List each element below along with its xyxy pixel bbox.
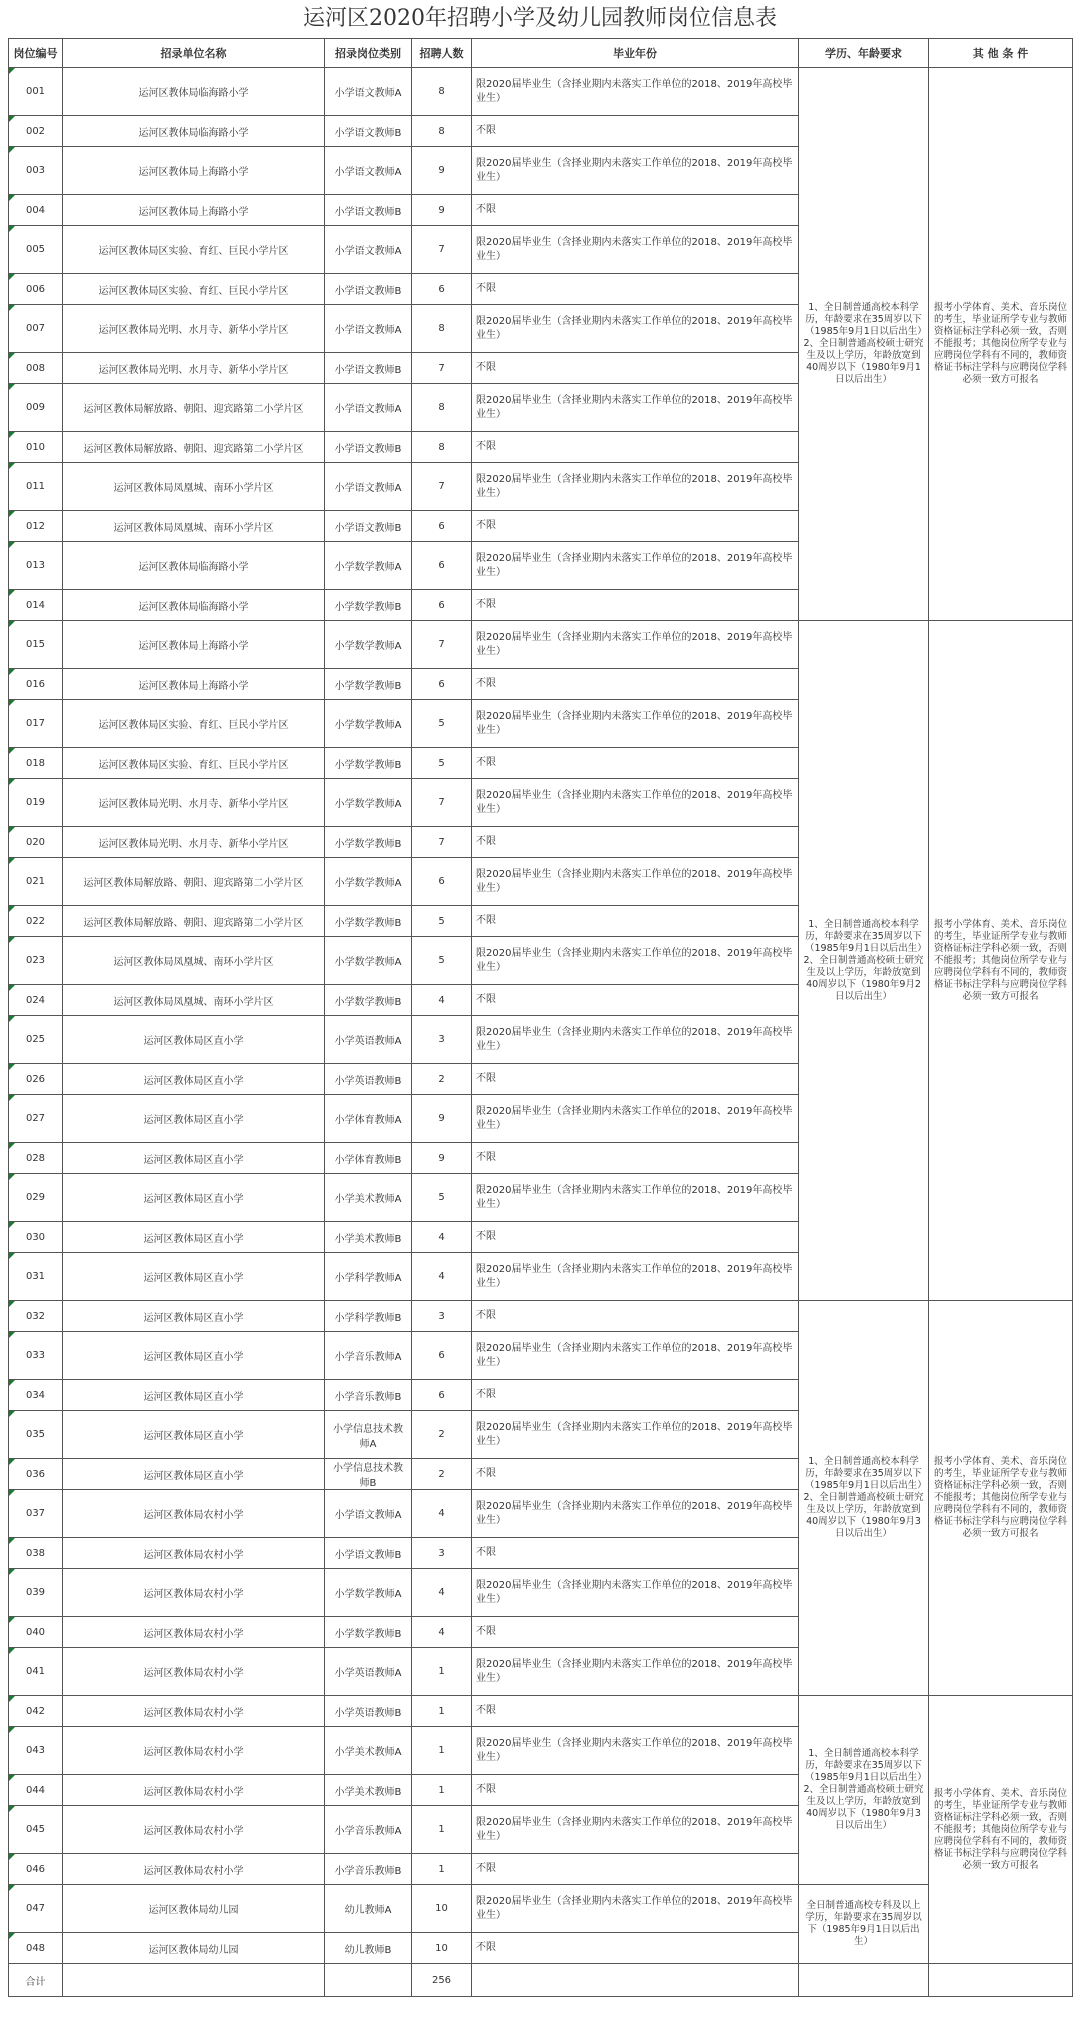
row-category: 小学数学教师B: [325, 669, 412, 700]
row-count: 8: [412, 116, 472, 147]
row-category: 小学数学教师A: [325, 779, 412, 827]
header-count: 招聘人数: [412, 39, 472, 68]
row-category: 小学语文教师B: [325, 1538, 412, 1569]
row-grad-year: 限2020届毕业生（含择业期内未落实工作单位的2018、2019年高校毕业生）: [472, 147, 799, 195]
row-id: 028: [9, 1143, 63, 1174]
row-category: 小学音乐教师B: [325, 1380, 412, 1411]
row-unit: 运河区教体局临海路小学: [63, 116, 325, 147]
row-unit: 运河区教体局光明、水月寺、新华小学片区: [63, 827, 325, 858]
row-id: 024: [9, 985, 63, 1016]
row-grad-year: 不限: [472, 1459, 799, 1490]
row-count: 1: [412, 1727, 472, 1775]
header-category: 招录岗位类别: [325, 39, 412, 68]
row-grad-year: 限2020届毕业生（含择业期内未落实工作单位的2018、2019年高校毕业生）: [472, 384, 799, 432]
row-count: 3: [412, 1538, 472, 1569]
row-count: 7: [412, 226, 472, 274]
row-grad-year: 不限: [472, 1617, 799, 1648]
edu-age-requirement: 1、全日制普通高校本科学历，年龄要求在35周岁以下（1985年9月1日以后出生）2、全日制普通高校硕士研究生及以上学历，年龄放宽到40周岁以下（1980年9月2日以后出生）: [799, 621, 929, 1301]
row-grad-year: 限2020届毕业生（含择业期内未落实工作单位的2018、2019年高校毕业生）: [472, 1569, 799, 1617]
row-category: 小学语文教师B: [325, 195, 412, 226]
row-count: 3: [412, 1016, 472, 1064]
row-grad-year: 不限: [472, 1854, 799, 1885]
row-id: 012: [9, 511, 63, 542]
row-unit: 运河区教体局区实验、育红、巨民小学片区: [63, 700, 325, 748]
header-other: 其 他 条 件: [929, 39, 1073, 68]
total-row: [9, 1964, 1073, 1997]
row-unit: 运河区教体局区直小学: [63, 1174, 325, 1222]
row-unit: 运河区教体局农村小学: [63, 1727, 325, 1775]
row-category: 小学科学教师B: [325, 1301, 412, 1332]
row-category: 小学语文教师B: [325, 432, 412, 463]
row-id: 023: [9, 937, 63, 985]
row-grad-year: 不限: [472, 1143, 799, 1174]
row-unit: 运河区教体局光明、水月寺、新华小学片区: [63, 779, 325, 827]
row-unit: 运河区教体局区实验、育红、巨民小学片区: [63, 748, 325, 779]
row-category: 小学语文教师A: [325, 226, 412, 274]
row-count: 8: [412, 384, 472, 432]
row-count: 7: [412, 779, 472, 827]
row-unit: 运河区教体局幼儿园: [63, 1933, 325, 1964]
row-id: 044: [9, 1775, 63, 1806]
row-count: 5: [412, 1174, 472, 1222]
table-row: [9, 1885, 1073, 1933]
row-count: 1: [412, 1648, 472, 1696]
row-id: 008: [9, 353, 63, 384]
row-count: 6: [412, 1332, 472, 1380]
row-category: 小学音乐教师B: [325, 1854, 412, 1885]
row-id: 011: [9, 463, 63, 511]
row-category: 小学英语教师B: [325, 1696, 412, 1727]
row-unit: 运河区教体局区直小学: [63, 1459, 325, 1490]
row-grad-year: 不限: [472, 1301, 799, 1332]
row-count: 7: [412, 621, 472, 669]
total-label: 合计: [9, 1964, 63, 1997]
row-id: 040: [9, 1617, 63, 1648]
total-empty: [325, 1964, 412, 1997]
row-grad-year: 不限: [472, 353, 799, 384]
total-empty: [799, 1964, 929, 1997]
row-category: 小学音乐教师A: [325, 1806, 412, 1854]
row-id: 026: [9, 1064, 63, 1095]
row-count: 9: [412, 195, 472, 226]
row-count: 1: [412, 1775, 472, 1806]
row-count: 4: [412, 1253, 472, 1301]
row-id: 041: [9, 1648, 63, 1696]
row-unit: 运河区教体局农村小学: [63, 1854, 325, 1885]
row-unit: 运河区教体局解放路、朝阳、迎宾路第二小学片区: [63, 384, 325, 432]
row-category: 小学数学教师B: [325, 985, 412, 1016]
row-id: 021: [9, 858, 63, 906]
row-unit: 运河区教体局临海路小学: [63, 590, 325, 621]
row-grad-year: 不限: [472, 1064, 799, 1095]
row-count: 4: [412, 985, 472, 1016]
row-id: 022: [9, 906, 63, 937]
row-id: 020: [9, 827, 63, 858]
row-category: 小学数学教师A: [325, 1569, 412, 1617]
row-id: 001: [9, 68, 63, 116]
row-grad-year: 不限: [472, 432, 799, 463]
row-id: 006: [9, 274, 63, 305]
row-category: 小学美术教师A: [325, 1174, 412, 1222]
row-category: 小学美术教师B: [325, 1222, 412, 1253]
row-unit: 运河区教体局凤凰城、南环小学片区: [63, 937, 325, 985]
row-unit: 运河区教体局上海路小学: [63, 669, 325, 700]
row-category: 小学体育教师B: [325, 1143, 412, 1174]
row-unit: 运河区教体局农村小学: [63, 1648, 325, 1696]
row-grad-year: 不限: [472, 748, 799, 779]
row-unit: 运河区教体局区直小学: [63, 1332, 325, 1380]
row-count: 5: [412, 700, 472, 748]
row-count: 6: [412, 1380, 472, 1411]
header-row: [9, 39, 1073, 68]
row-grad-year: 限2020届毕业生（含择业期内未落实工作单位的2018、2019年高校毕业生）: [472, 858, 799, 906]
page-title: 运河区2020年招聘小学及幼儿园教师岗位信息表: [303, 6, 777, 31]
row-category: 小学体育教师A: [325, 1095, 412, 1143]
row-category: 小学数学教师B: [325, 590, 412, 621]
row-count: 5: [412, 748, 472, 779]
row-count: 7: [412, 827, 472, 858]
row-unit: 运河区教体局上海路小学: [63, 621, 325, 669]
row-unit: 运河区教体局农村小学: [63, 1806, 325, 1854]
edu-age-requirement: 1、全日制普通高校本科学历，年龄要求在35周岁以下（1985年9月1日以后出生）2、全日制普通高校硕士研究生及以上学历，年龄放宽到40周岁以下（1980年9月3日以后出生）: [799, 1301, 929, 1696]
header-grad-year: 毕业年份: [472, 39, 799, 68]
row-grad-year: 限2020届毕业生（含择业期内未落实工作单位的2018、2019年高校毕业生）: [472, 463, 799, 511]
row-count: 8: [412, 305, 472, 353]
row-category: 小学数学教师A: [325, 542, 412, 590]
row-category: 小学语文教师A: [325, 1490, 412, 1538]
row-id: 032: [9, 1301, 63, 1332]
row-id: 013: [9, 542, 63, 590]
row-id: 033: [9, 1332, 63, 1380]
row-unit: 运河区教体局农村小学: [63, 1490, 325, 1538]
row-category: 小学数学教师A: [325, 937, 412, 985]
row-category: 小学数学教师B: [325, 827, 412, 858]
row-id: 027: [9, 1095, 63, 1143]
row-id: 014: [9, 590, 63, 621]
row-count: 8: [412, 432, 472, 463]
row-id: 039: [9, 1569, 63, 1617]
row-unit: 运河区教体局农村小学: [63, 1696, 325, 1727]
row-count: 6: [412, 542, 472, 590]
row-category: 小学语文教师B: [325, 353, 412, 384]
row-count: 2: [412, 1411, 472, 1459]
row-category: 小学美术教师A: [325, 1727, 412, 1775]
row-grad-year: 限2020届毕业生（含择业期内未落实工作单位的2018、2019年高校毕业生）: [472, 779, 799, 827]
total-count: 256: [412, 1964, 472, 1997]
total-empty: [63, 1964, 325, 1997]
row-unit: 运河区教体局农村小学: [63, 1775, 325, 1806]
other-conditions: 报考小学体育、美术、音乐岗位的考生，毕业证所学专业与教师资格证标注学科必须一致，否则不能报考；其他岗位所学专业与应聘岗位学科有不同的，教师资格证书标注学科与应聘岗位学科必须一致方可报名: [929, 68, 1073, 621]
row-unit: 运河区教体局区直小学: [63, 1095, 325, 1143]
row-unit: 运河区教体局凤凰城、南环小学片区: [63, 511, 325, 542]
row-category: 小学数学教师B: [325, 906, 412, 937]
row-count: 6: [412, 274, 472, 305]
row-count: 4: [412, 1222, 472, 1253]
row-grad-year: 不限: [472, 669, 799, 700]
header-unit: 招录单位名称: [63, 39, 325, 68]
row-count: 9: [412, 147, 472, 195]
row-count: 10: [412, 1885, 472, 1933]
row-category: 小学数学教师B: [325, 748, 412, 779]
row-count: 9: [412, 1095, 472, 1143]
row-grad-year: 不限: [472, 827, 799, 858]
row-grad-year: 不限: [472, 1696, 799, 1727]
other-conditions: 报考小学体育、美术、音乐岗位的考生，毕业证所学专业与教师资格证标注学科必须一致，否则不能报考；其他岗位所学专业与应聘岗位学科有不同的，教师资格证书标注学科与应聘岗位学科必须一致方可报名: [929, 621, 1073, 1301]
total-empty: [929, 1964, 1073, 1997]
row-id: 005: [9, 226, 63, 274]
total-empty: [472, 1964, 799, 1997]
row-grad-year: 限2020届毕业生（含择业期内未落实工作单位的2018、2019年高校毕业生）: [472, 68, 799, 116]
row-category: 小学数学教师A: [325, 858, 412, 906]
row-category: 小学语文教师A: [325, 463, 412, 511]
row-count: 3: [412, 1301, 472, 1332]
row-grad-year: 限2020届毕业生（含择业期内未落实工作单位的2018、2019年高校毕业生）: [472, 1648, 799, 1696]
row-category: 小学语文教师A: [325, 147, 412, 195]
row-id: 017: [9, 700, 63, 748]
row-category: 小学科学教师A: [325, 1253, 412, 1301]
row-unit: 运河区教体局光明、水月寺、新华小学片区: [63, 353, 325, 384]
row-category: 小学英语教师B: [325, 1064, 412, 1095]
row-count: 4: [412, 1617, 472, 1648]
row-id: 015: [9, 621, 63, 669]
row-id: 045: [9, 1806, 63, 1854]
row-category: 小学英语教师A: [325, 1016, 412, 1064]
row-grad-year: 限2020届毕业生（含择业期内未落实工作单位的2018、2019年高校毕业生）: [472, 305, 799, 353]
row-id: 038: [9, 1538, 63, 1569]
positions-table: [8, 38, 1073, 1997]
row-grad-year: 限2020届毕业生（含择业期内未落实工作单位的2018、2019年高校毕业生）: [472, 1727, 799, 1775]
row-grad-year: 不限: [472, 906, 799, 937]
row-unit: 运河区教体局解放路、朝阳、迎宾路第二小学片区: [63, 858, 325, 906]
row-unit: 运河区教体局区直小学: [63, 1064, 325, 1095]
row-count: 10: [412, 1933, 472, 1964]
row-count: 8: [412, 68, 472, 116]
header-edu-age: 学历、年龄要求: [799, 39, 929, 68]
row-grad-year: 不限: [472, 590, 799, 621]
row-id: 034: [9, 1380, 63, 1411]
row-count: 5: [412, 937, 472, 985]
row-category: 幼儿教师B: [325, 1933, 412, 1964]
header-id: 岗位编号: [9, 39, 63, 68]
row-grad-year: 限2020届毕业生（含择业期内未落实工作单位的2018、2019年高校毕业生）: [472, 621, 799, 669]
row-grad-year: 限2020届毕业生（含择业期内未落实工作单位的2018、2019年高校毕业生）: [472, 700, 799, 748]
row-count: 6: [412, 858, 472, 906]
row-category: 小学信息技术教师B: [325, 1459, 412, 1490]
row-grad-year: 不限: [472, 1538, 799, 1569]
row-category: 小学美术教师B: [325, 1775, 412, 1806]
row-id: 031: [9, 1253, 63, 1301]
row-unit: 运河区教体局凤凰城、南环小学片区: [63, 985, 325, 1016]
row-id: 029: [9, 1174, 63, 1222]
row-grad-year: 不限: [472, 1933, 799, 1964]
row-category: 小学语文教师B: [325, 116, 412, 147]
row-id: 025: [9, 1016, 63, 1064]
row-unit: 运河区教体局农村小学: [63, 1617, 325, 1648]
row-unit: 运河区教体局区直小学: [63, 1222, 325, 1253]
row-grad-year: 限2020届毕业生（含择业期内未落实工作单位的2018、2019年高校毕业生）: [472, 1885, 799, 1933]
row-grad-year: 不限: [472, 116, 799, 147]
row-count: 9: [412, 1143, 472, 1174]
row-id: 018: [9, 748, 63, 779]
row-grad-year: 不限: [472, 985, 799, 1016]
row-count: 7: [412, 463, 472, 511]
row-category: 小学语文教师A: [325, 68, 412, 116]
row-id: 010: [9, 432, 63, 463]
row-count: 1: [412, 1806, 472, 1854]
row-id: 043: [9, 1727, 63, 1775]
table-row: [9, 1696, 1073, 1727]
edu-age-requirement: 全日制普通高校专科及以上学历，年龄要求在35周岁以下（1985年9月1日以后出生）: [799, 1885, 929, 1964]
row-id: 016: [9, 669, 63, 700]
row-grad-year: 不限: [472, 274, 799, 305]
row-grad-year: 限2020届毕业生（含择业期内未落实工作单位的2018、2019年高校毕业生）: [472, 226, 799, 274]
row-unit: 运河区教体局区直小学: [63, 1143, 325, 1174]
row-category: 小学信息技术教师A: [325, 1411, 412, 1459]
row-count: 4: [412, 1490, 472, 1538]
row-id: 003: [9, 147, 63, 195]
row-unit: 运河区教体局临海路小学: [63, 68, 325, 116]
table-row: [9, 1301, 1073, 1332]
row-unit: 运河区教体局幼儿园: [63, 1885, 325, 1933]
row-grad-year: 限2020届毕业生（含择业期内未落实工作单位的2018、2019年高校毕业生）: [472, 937, 799, 985]
row-grad-year: 不限: [472, 1775, 799, 1806]
row-unit: 运河区教体局农村小学: [63, 1569, 325, 1617]
row-grad-year: 限2020届毕业生（含择业期内未落实工作单位的2018、2019年高校毕业生）: [472, 1016, 799, 1064]
row-count: 5: [412, 906, 472, 937]
row-count: 6: [412, 669, 472, 700]
edu-age-requirement: 1、全日制普通高校本科学历，年龄要求在35周岁以下（1985年9月1日以后出生）2、全日制普通高校硕士研究生及以上学历，年龄放宽到40周岁以下（1980年9月3日以后出生）: [799, 1696, 929, 1885]
row-grad-year: 限2020届毕业生（含择业期内未落实工作单位的2018、2019年高校毕业生）: [472, 1095, 799, 1143]
row-count: 2: [412, 1064, 472, 1095]
row-grad-year: 不限: [472, 195, 799, 226]
row-id: 019: [9, 779, 63, 827]
other-conditions: 报考小学体育、美术、音乐岗位的考生，毕业证所学专业与教师资格证标注学科必须一致，否则不能报考；其他岗位所学专业与应聘岗位学科有不同的，教师资格证书标注学科与应聘岗位学科必须一致方可报名: [929, 1696, 1073, 1964]
other-conditions: 报考小学体育、美术、音乐岗位的考生，毕业证所学专业与教师资格证标注学科必须一致，否则不能报考；其他岗位所学专业与应聘岗位学科有不同的，教师资格证书标注学科与应聘岗位学科必须一致方可报名: [929, 1301, 1073, 1696]
row-category: 小学语文教师B: [325, 274, 412, 305]
row-category: 小学语文教师A: [325, 384, 412, 432]
table-row: [9, 621, 1073, 669]
row-count: 2: [412, 1459, 472, 1490]
row-grad-year: 限2020届毕业生（含择业期内未落实工作单位的2018、2019年高校毕业生）: [472, 542, 799, 590]
row-count: 1: [412, 1696, 472, 1727]
row-unit: 运河区教体局区直小学: [63, 1016, 325, 1064]
row-id: 048: [9, 1933, 63, 1964]
row-unit: 运河区教体局区实验、育红、巨民小学片区: [63, 226, 325, 274]
row-grad-year: 不限: [472, 1222, 799, 1253]
row-id: 037: [9, 1490, 63, 1538]
row-category: 幼儿教师A: [325, 1885, 412, 1933]
row-grad-year: 限2020届毕业生（含择业期内未落实工作单位的2018、2019年高校毕业生）: [472, 1806, 799, 1854]
row-count: 6: [412, 590, 472, 621]
row-id: 035: [9, 1411, 63, 1459]
edu-age-requirement: 1、全日制普通高校本科学历，年龄要求在35周岁以下（1985年9月1日以后出生）2、全日制普通高校硕士研究生及以上学历，年龄放宽到40周岁以下（1980年9月1日以后出生）: [799, 68, 929, 621]
table-row: [9, 68, 1073, 116]
row-id: 009: [9, 384, 63, 432]
row-unit: 运河区教体局区直小学: [63, 1411, 325, 1459]
row-unit: 运河区教体局区实验、育红、巨民小学片区: [63, 274, 325, 305]
row-grad-year: 限2020届毕业生（含择业期内未落实工作单位的2018、2019年高校毕业生）: [472, 1332, 799, 1380]
row-unit: 运河区教体局区直小学: [63, 1380, 325, 1411]
row-unit: 运河区教体局解放路、朝阳、迎宾路第二小学片区: [63, 432, 325, 463]
row-category: 小学英语教师A: [325, 1648, 412, 1696]
row-id: 007: [9, 305, 63, 353]
row-unit: 运河区教体局上海路小学: [63, 195, 325, 226]
row-count: 6: [412, 511, 472, 542]
row-unit: 运河区教体局解放路、朝阳、迎宾路第二小学片区: [63, 906, 325, 937]
row-id: 047: [9, 1885, 63, 1933]
row-id: 042: [9, 1696, 63, 1727]
row-count: 4: [412, 1569, 472, 1617]
row-unit: 运河区教体局农村小学: [63, 1538, 325, 1569]
row-category: 小学数学教师A: [325, 700, 412, 748]
row-category: 小学语文教师A: [325, 305, 412, 353]
row-id: 030: [9, 1222, 63, 1253]
row-grad-year: 限2020届毕业生（含择业期内未落实工作单位的2018、2019年高校毕业生）: [472, 1253, 799, 1301]
row-unit: 运河区教体局上海路小学: [63, 147, 325, 195]
row-unit: 运河区教体局区直小学: [63, 1253, 325, 1301]
row-id: 002: [9, 116, 63, 147]
row-count: 7: [412, 353, 472, 384]
row-unit: 运河区教体局区直小学: [63, 1301, 325, 1332]
row-count: 1: [412, 1854, 472, 1885]
row-category: 小学数学教师B: [325, 1617, 412, 1648]
row-unit: 运河区教体局临海路小学: [63, 542, 325, 590]
row-category: 小学音乐教师A: [325, 1332, 412, 1380]
row-grad-year: 不限: [472, 1380, 799, 1411]
row-unit: 运河区教体局光明、水月寺、新华小学片区: [63, 305, 325, 353]
row-grad-year: 不限: [472, 511, 799, 542]
row-unit: 运河区教体局凤凰城、南环小学片区: [63, 463, 325, 511]
row-grad-year: 限2020届毕业生（含择业期内未落实工作单位的2018、2019年高校毕业生）: [472, 1411, 799, 1459]
row-grad-year: 限2020届毕业生（含择业期内未落实工作单位的2018、2019年高校毕业生）: [472, 1174, 799, 1222]
row-grad-year: 限2020届毕业生（含择业期内未落实工作单位的2018、2019年高校毕业生）: [472, 1490, 799, 1538]
row-id: 046: [9, 1854, 63, 1885]
row-id: 004: [9, 195, 63, 226]
row-category: 小学语文教师B: [325, 511, 412, 542]
row-category: 小学数学教师A: [325, 621, 412, 669]
row-id: 036: [9, 1459, 63, 1490]
